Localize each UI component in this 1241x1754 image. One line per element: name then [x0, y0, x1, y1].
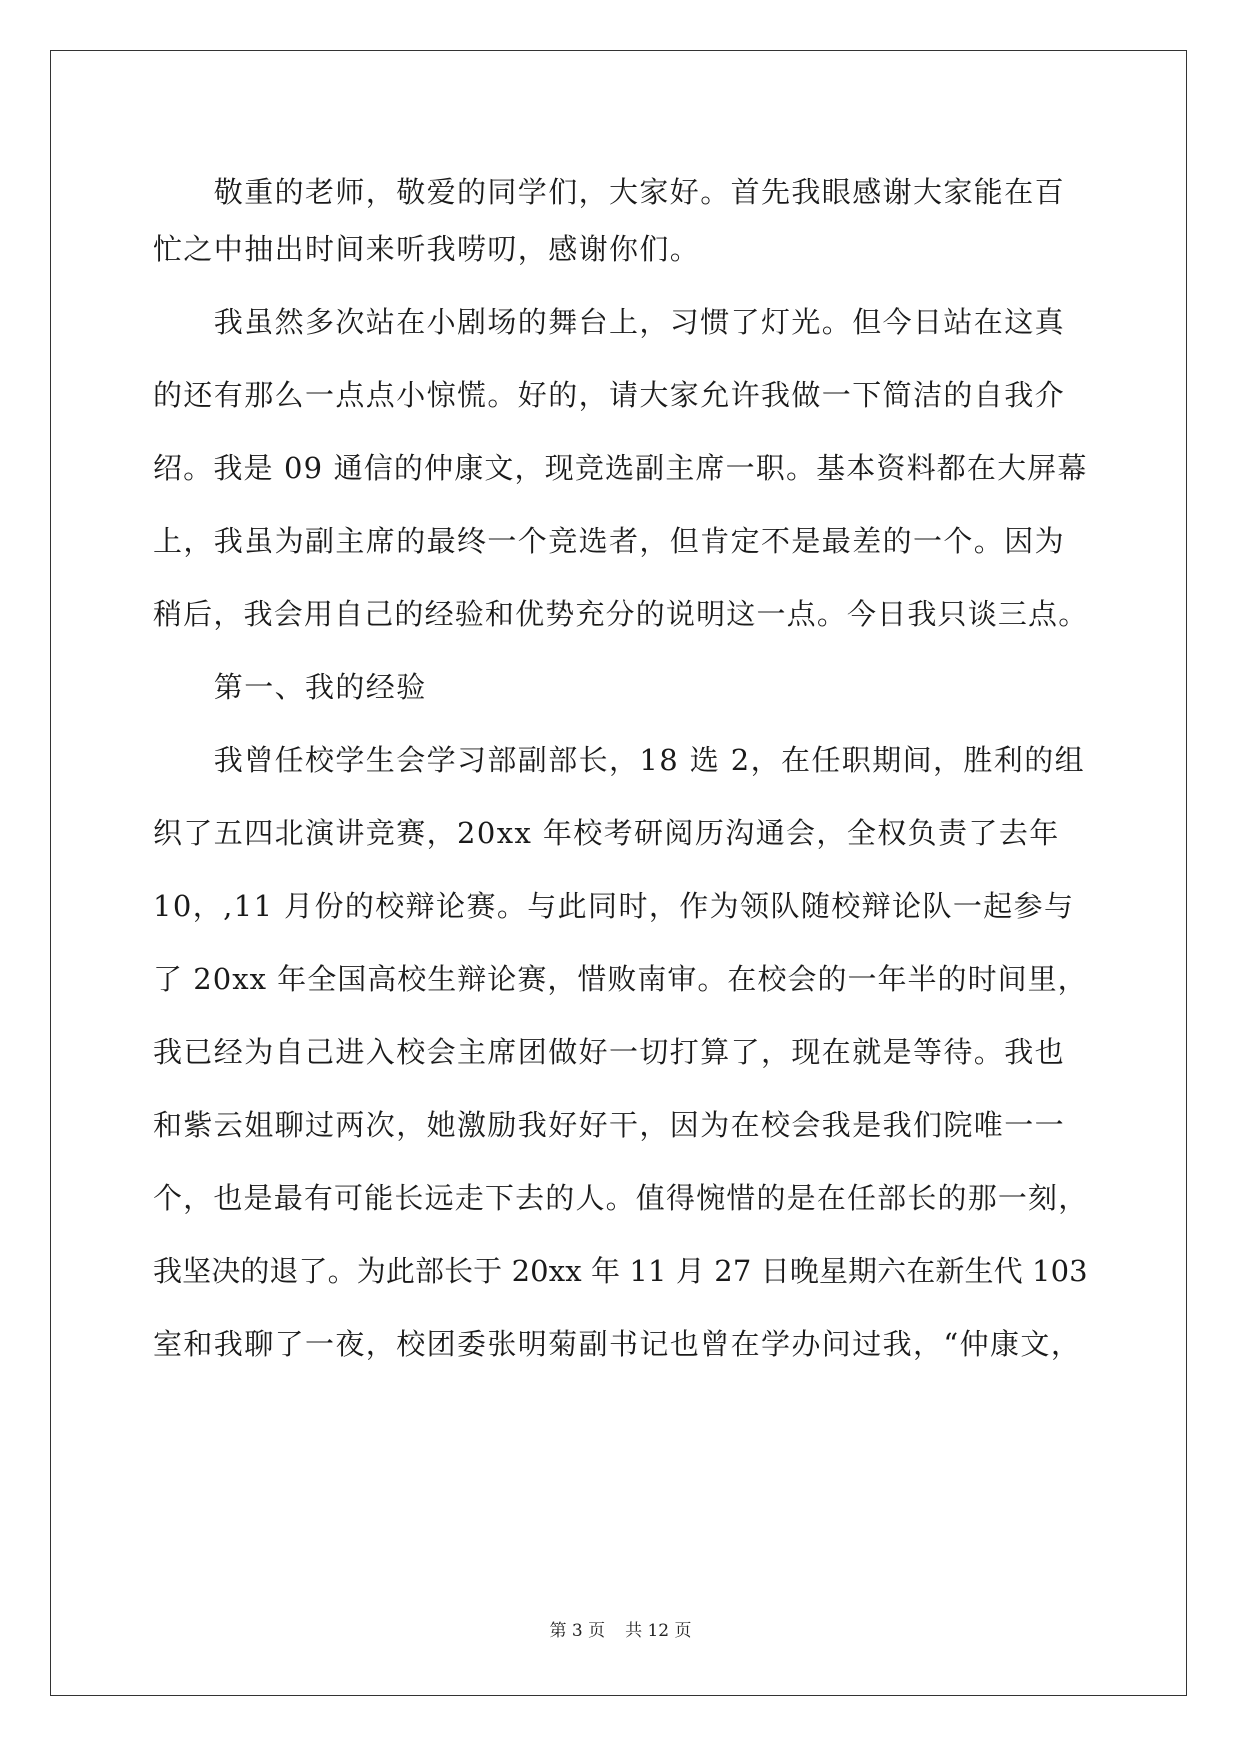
page-border	[50, 50, 1187, 1696]
text-line: 我曾任校学生会学习部副部长，18 选 2，在任职期间，胜利的组	[153, 743, 1085, 777]
page-number: 第 3 页	[549, 1621, 606, 1641]
text-line: 10，,11 月份的校辩论赛。与此同时，作为领队随校辩论队一起参与	[153, 889, 1075, 923]
text-line: 了 20xx 年全国高校生辩论赛，惜败南审。在校会的一年半的时间里，	[153, 962, 1088, 996]
page-total: 共 12 页	[625, 1621, 692, 1641]
text-line: 个，也是最有可能长远走下去的人。值得惋惜的是在任部长的那一刻，	[153, 1181, 1089, 1215]
text-line: 织了五四北演讲竞赛，20xx 年校考研阅历沟通会，全权负责了去年	[153, 816, 1060, 850]
section-heading: 第一、我的经验	[153, 670, 427, 704]
text-line: 上，我虽为副主席的最终一个竞选者，但肯定不是最差的一个。因为	[153, 524, 1066, 558]
text-line: 我坚决的退了。为此部长于 20xx 年 11 月 27 日晚星期六在新生代 103	[153, 1254, 1088, 1288]
text-line: 忙之中抽出时间来听我唠叨，感谢你们。	[153, 232, 701, 266]
text-line: 我虽然多次站在小剧场的舞台上，习惯了灯光。但今日站在这真	[153, 305, 1066, 339]
page-footer	[0, 1620, 1241, 1642]
text-line: 和紫云姐聊过两次，她激励我好好干，因为在校会我是我们院唯一一	[153, 1108, 1066, 1142]
text-line: 的还有那么一点点小惊慌。好的，请大家允许我做一下简洁的自我介	[153, 378, 1066, 412]
text-line: 敬重的老师，敬爱的同学们，大家好。首先我眼感谢大家能在百	[153, 175, 1066, 209]
text-line: 我已经为自己进入校会主席团做好一切打算了，现在就是等待。我也	[153, 1035, 1066, 1069]
text-line: 室和我聊了一夜，校团委张明菊副书记也曾在学办问过我，“仲康文，	[153, 1327, 1082, 1361]
text-line: 绍。我是 09 通信的仲康文，现竞选副主席一职。基本资料都在大屏幕	[153, 451, 1088, 485]
text-line: 稍后，我会用自己的经验和优势充分的说明这一点。今日我只谈三点。	[153, 597, 1089, 631]
